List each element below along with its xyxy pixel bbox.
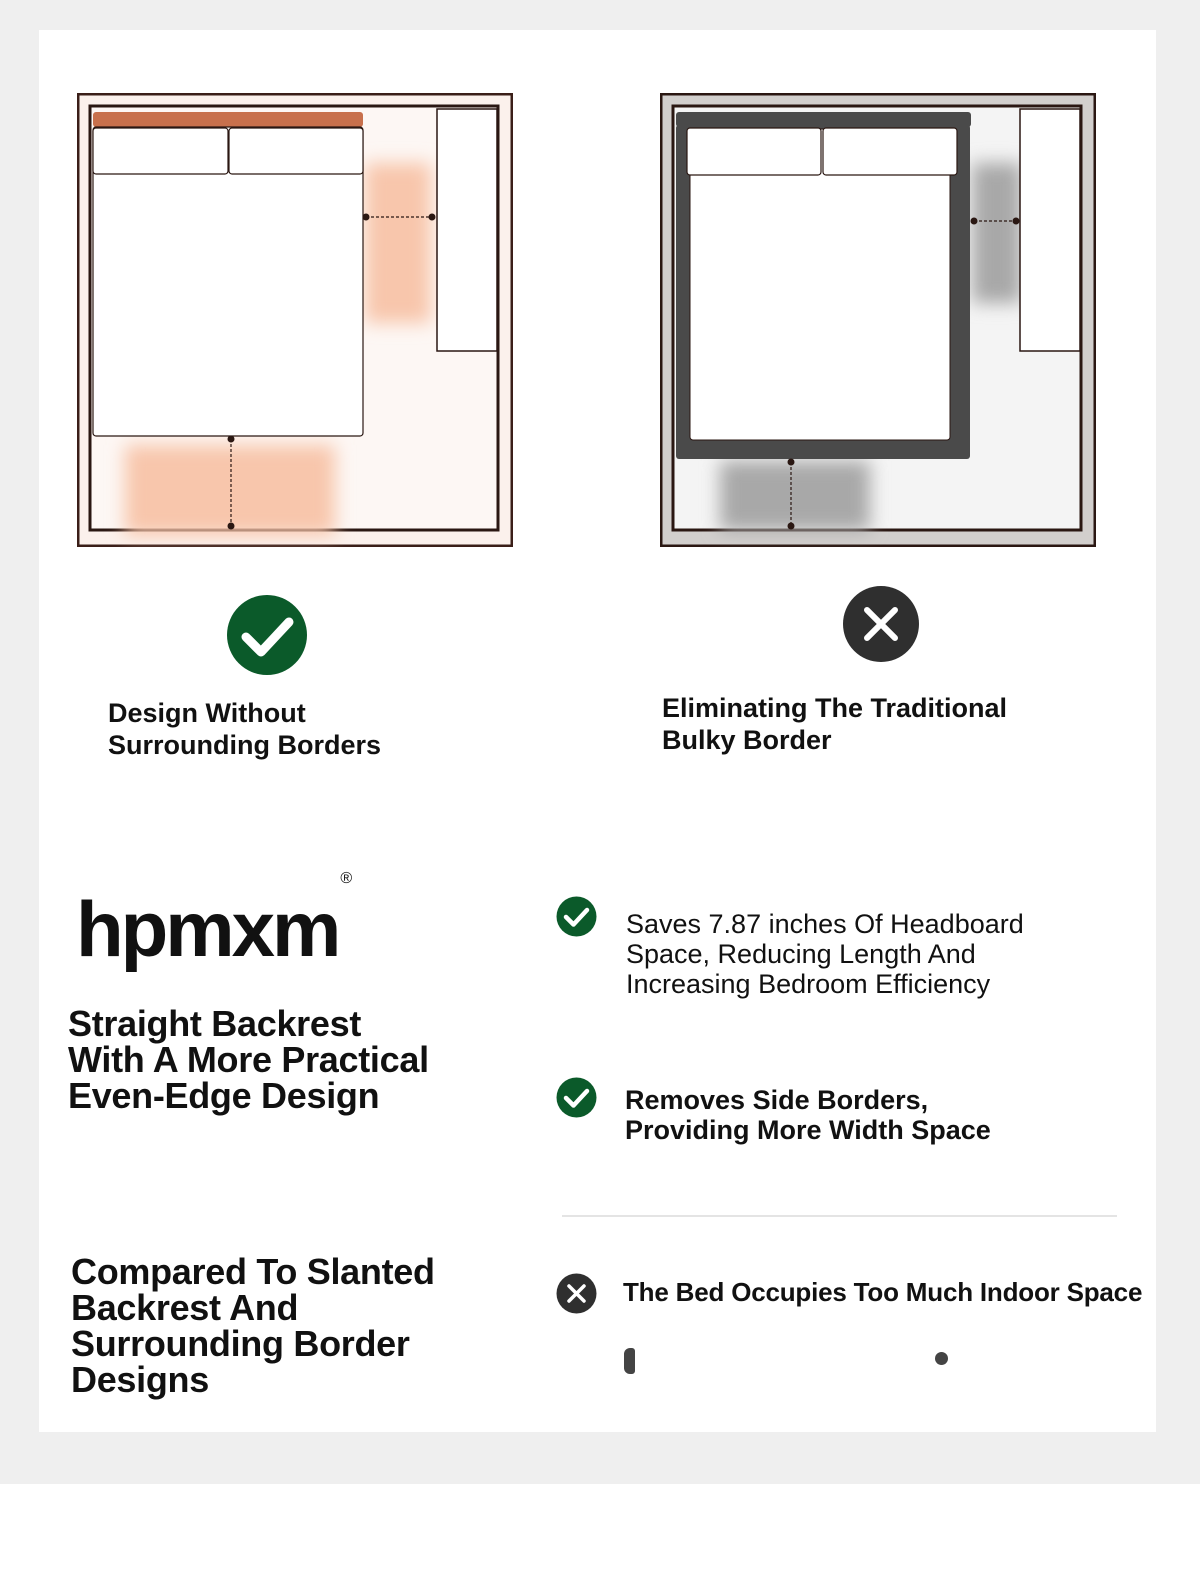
close-circle-icon <box>556 1273 597 1314</box>
caption-good-line2: Surrounding Borders <box>108 730 382 760</box>
feature-headboard-savings <box>626 909 1024 999</box>
check-circle-icon <box>556 896 597 937</box>
feature-line: The Bed Occupies Too Much Indoor Space <box>623 1277 1143 1307</box>
headboard-bar <box>676 112 971 127</box>
heading-line: Surrounding Border <box>71 1323 410 1364</box>
pillow-right <box>229 128 363 174</box>
feature-removes-side-borders <box>625 1085 991 1145</box>
feature-line: Increasing Bedroom Efficiency <box>626 969 991 999</box>
smudge-mark <box>624 1348 635 1374</box>
divider <box>562 1215 1117 1217</box>
feature-line: Removes Side Borders, <box>625 1085 929 1115</box>
feature-line: Providing More Width Space <box>625 1115 991 1145</box>
caption-bad-line1: Eliminating The Traditional <box>662 693 1008 723</box>
logo-text: hpmxm <box>76 885 339 973</box>
headboard-bar <box>93 112 363 127</box>
caption-good-line1: Design Without <box>108 698 306 728</box>
check-circle-icon <box>226 594 308 676</box>
caption-bad <box>662 692 1007 756</box>
smudge-mark <box>935 1352 948 1365</box>
diagram-with-border <box>660 93 1096 547</box>
heading-line: Straight Backrest <box>68 1003 362 1044</box>
heading-straight-backrest <box>68 1003 429 1116</box>
check-circle-icon <box>556 1077 597 1118</box>
brand-logo <box>76 870 353 974</box>
feature-line: Saves 7.87 inches Of Headboard <box>626 909 1024 939</box>
pillow-right <box>823 128 957 175</box>
caption-good <box>108 697 381 761</box>
heading-line: Designs <box>71 1359 209 1400</box>
feature-occupies-space <box>623 1277 1142 1307</box>
pillow-left <box>687 128 821 175</box>
trademark-symbol: ® <box>340 870 353 887</box>
heading-compared <box>71 1251 435 1400</box>
pillow-left <box>93 128 228 174</box>
feature-line: Space, Reducing Length And <box>626 939 976 969</box>
heading-line: Backrest And <box>71 1287 299 1328</box>
heading-line: With A More Practical <box>68 1039 429 1080</box>
mattress <box>690 129 950 440</box>
caption-bad-line2: Bulky Border <box>662 725 832 755</box>
diagram-without-border <box>77 93 513 547</box>
heading-line: Compared To Slanted <box>71 1251 435 1292</box>
close-circle-icon <box>842 585 920 663</box>
heading-line: Even-Edge Design <box>68 1075 380 1116</box>
